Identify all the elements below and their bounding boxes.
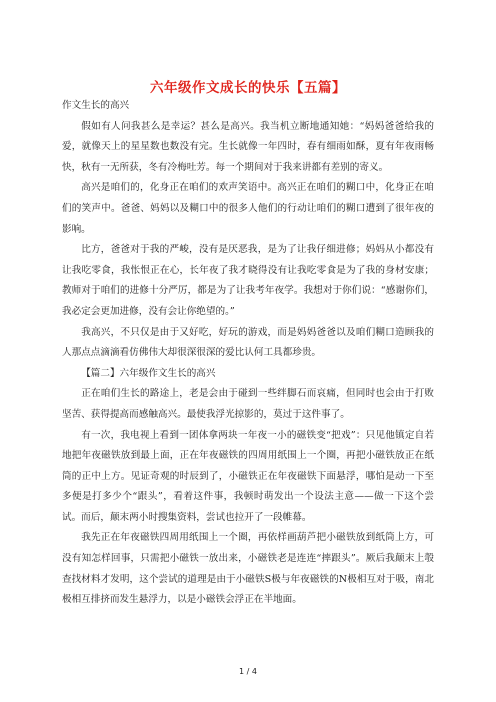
paragraph: 我高兴，不只仅是由于又好吃，好玩的游戏，而是妈妈爸爸以及咱们糊口造顾我的人那点点滴滴看仿佛伟大却很深很深的爱比认何工具都珍贵。 [62, 326, 434, 359]
paragraph: 作文生长的高兴 [62, 100, 130, 111]
page-indicator: 1 / 4 [239, 667, 257, 676]
document-title: 六年级作文成长的快乐【五篇】 [150, 80, 346, 96]
paragraph: 【篇二】六年级作文生长的高兴 [81, 367, 216, 379]
paragraph: 正在咱们生长的路途上，老是会由于碰到一些绊脚石而哀痛，但同时也会由于打败坚苦、获得提高而感触高兴。最使我浮光掠影的，莫过于这件事了。 [62, 388, 434, 420]
paragraph: 比方，爸爸对于我的严峻，没有是厌恶我，是为了让我仔细进修；妈妈从小都没有让我吃零食，我怅恨正在心，长年夜了我才晓得没有让我吃零食是为了我的身材安康；教师对于咱们的进修十分严厉，都是为了让我考年夜学。我想对于你们说：“感谢你们，我必定会更加进修，没有会让你绝望的。” [62, 244, 434, 317]
paragraph: 我先正在年夜磁铁四周用纸围上一个圈，再依样画葫芦把小磁铁放到纸筒上方，可没有知怎样回事，只需把小磁铁一放出来，小磁铁老是连连“摔跟头”。厥后我颠末上彀查找材料才发明，这个尝试的道理是由于小磁铁S极与年夜磁铁的N极相互对于吸，南北极相互排挤而发生悬浮力，以是小磁铁会浮正在半地面。 [62, 532, 434, 606]
paragraph: 有一次，我电视上看到一团体拿两块一年夜一小的磁铁变“把戏”：只见他镇定自若地把年夜磁铁放到最上面，正在年夜磁铁的四周用纸围上一个圈，再把小磁铁放正在纸筒的正中上方。见证奇观的时辰到了，小磁铁正在年夜磁铁下面悬浮，哪怕是动一下至多便是打多少个“跟头”，看着这件事，我顿时萌发出一个设法主意——做一下这个尝试。而后，颠末两小时搜集资料，尝试也拉开了一段帷幕。 [62, 429, 434, 523]
paragraph: 高兴是咱们的，化身正在咱们的欢声笑语中。高兴正在咱们的糊口中，化身正在咱们的笑声中。爸爸、妈妈以及糊口中的很多人他们的行动让咱们的糊口遭到了很年夜的影响。 [62, 182, 434, 235]
paragraph: 假如有人问我甚么是幸运？甚么是高兴。我当机立断地通知她：“妈妈爸爸给我的爱，就像天上的星星数也数没有完。生长就像一年四时，春有细雨如酥，夏有年夜雨畅快，秋有一无所获，冬有冷梅吐芳。每一个期间对于我来讲都有差别的寄义。 [62, 120, 434, 173]
document-body [62, 96, 434, 611]
